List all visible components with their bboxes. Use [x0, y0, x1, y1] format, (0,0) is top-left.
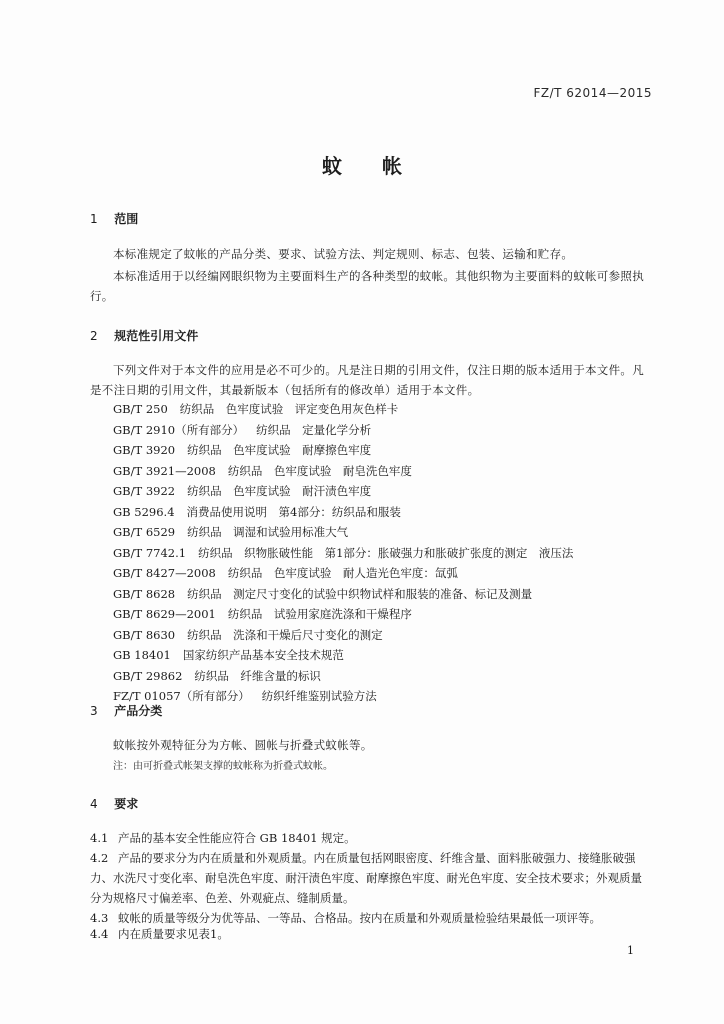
section-number: 2 — [90, 329, 98, 343]
ref-code: GB 5296.4 — [113, 504, 175, 519]
ref-title: 纺织品 色牢度试验 耐皂洗色牢度 — [227, 463, 412, 478]
ref-title: 纺织纤维鉴别试验方法 — [261, 689, 377, 703]
ref-title: 纺织品 试验用家庭洗涤和干燥程序 — [227, 607, 412, 621]
section-title: 规范性引用文件 — [114, 329, 199, 343]
ref-title: 消费品使用说明 第4部分：纺织品和服装 — [186, 504, 401, 519]
classification-paragraph: 蚊帐按外观特征分为方帐、圆帐与折叠式蚊帐等。 — [113, 738, 373, 752]
section-number: 4 — [90, 797, 98, 811]
section-title: 要求 — [114, 797, 139, 811]
section-number: 1 — [90, 212, 98, 226]
ref-code: GB/T 3920 — [113, 443, 176, 457]
section-title: 范围 — [114, 212, 139, 226]
ref-title: 纺织品 织物胀破性能 第1部分：胀破强力和胀破扩张度的测定 液压法 — [198, 545, 574, 560]
ref-code: GB 18401 — [113, 648, 171, 662]
ref-code: FZ/T 01057（所有部分） — [113, 689, 250, 703]
ref-code: GB/T 8427—2008 — [113, 566, 216, 580]
reference-item — [113, 686, 573, 707]
requirement-text: 蚊帐的质量等级分为优等品、一等品、合格品。按内在质量和外观质量检验结果最低一项评等。 — [118, 911, 601, 925]
page-number: 1 — [627, 944, 634, 957]
reference-item — [113, 543, 573, 564]
ref-title: 纺织品 色牢度试验 耐汗渍色牢度 — [187, 484, 372, 498]
reference-item — [113, 584, 573, 605]
reference-item — [113, 625, 573, 646]
requirement-number: 4.4 — [90, 927, 109, 941]
reference-item — [113, 604, 573, 625]
ref-code: GB/T 6529 — [113, 525, 176, 539]
ref-code: GB/T 8630 — [113, 627, 176, 642]
ref-code: GB/T 3922 — [113, 484, 176, 498]
ref-code: GB/T 7742.1 — [113, 545, 187, 560]
requirement-text: 产品的基本安全性能应符合 GB 18401 规定。 — [118, 831, 356, 845]
ref-code: GB/T 2910（所有部分） — [113, 422, 245, 437]
ref-title: 纺织品 色牢度试验 评定变色用灰色样卡 — [179, 402, 399, 416]
section-title: 产品分类 — [114, 704, 163, 718]
requirement-text: 产品的要求分为内在质量和外观质量。内在质量包括网眼密度、纤维含量、面料胀破强力、接缝胀破强力、水洗尺寸变化率、耐皂洗色牢度、耐汗渍色牢度、耐摩擦色牢度、耐光色牢度、安全技术要求；外观质量分为规格尺寸偏差率、色差、外观疵点、缝制质量。 — [90, 851, 642, 905]
requirement-number: 4.2 — [90, 851, 109, 865]
scope-paragraph-2: 本标准适用于以经编网眼织物为主要面料生产的各种类型的蚊帐。其他织物为主要面料的蚊帐可参照执行。 — [90, 269, 644, 303]
reference-item — [113, 522, 573, 543]
reference-item — [113, 645, 573, 666]
requirement-text: 内在质量要求见表1。 — [118, 927, 229, 941]
section-4-heading — [90, 795, 138, 812]
requirement-number: 4.3 — [90, 911, 109, 925]
section-2-heading — [90, 327, 198, 344]
ref-code: GB/T 8628 — [113, 586, 176, 601]
reference-item — [113, 461, 573, 482]
ref-title: 国家纺织产品基本安全技术规范 — [182, 648, 344, 662]
ref-title: 纺织品 纤维含量的标识 — [194, 668, 321, 683]
reference-item — [113, 666, 573, 687]
reference-item — [113, 399, 573, 420]
scope-paragraph-1: 本标准规定了蚊帐的产品分类、要求、试验方法、判定规则、标志、包装、运输和贮存。 — [113, 247, 574, 261]
reference-list — [113, 399, 573, 707]
reference-item — [113, 502, 573, 523]
section-1-heading — [90, 210, 138, 227]
reference-item — [113, 563, 573, 584]
normative-intro: 下列文件对于本文件的应用是必不可少的。凡是注日期的引用文件，仅注日期的版本适用于本文件。凡是不注日期的引用文件，其最新版本（包括所有的修改单）适用于本文件。 — [90, 363, 644, 397]
ref-code: GB/T 3921—2008 — [113, 463, 216, 478]
section-number: 3 — [90, 704, 98, 718]
ref-code: GB/T 250 — [113, 402, 168, 416]
ref-title: 纺织品 色牢度试验 耐人造光色牢度：氙弧 — [227, 566, 458, 580]
ref-title: 纺织品 色牢度试验 耐摩擦色牢度 — [187, 443, 372, 457]
section-3-heading — [90, 702, 162, 719]
ref-title: 纺织品 调湿和试验用标准大气 — [187, 525, 349, 539]
ref-code: GB/T 8629—2001 — [113, 607, 216, 621]
ref-title: 纺织品 定量化学分析 — [256, 422, 372, 437]
reference-item — [113, 481, 573, 502]
standard-code: FZ/T 62014—2015 — [533, 86, 652, 100]
classification-note: 注：由可折叠式帐架支撑的蚊帐称为折叠式蚊帐。 — [113, 761, 333, 772]
reference-item — [113, 440, 573, 461]
ref-title: 纺织品 洗涤和干燥后尺寸变化的测定 — [187, 627, 383, 642]
ref-code: GB/T 29862 — [113, 668, 183, 683]
document-title: 蚊帐 — [322, 154, 442, 178]
requirement-item — [90, 848, 652, 908]
requirement-number: 4.1 — [90, 831, 109, 845]
reference-item — [113, 420, 573, 441]
requirement-item — [90, 828, 652, 848]
requirement-item — [90, 924, 652, 944]
ref-title: 纺织品 测定尺寸变化的试验中织物试样和服装的准备、标记及测量 — [187, 586, 533, 601]
